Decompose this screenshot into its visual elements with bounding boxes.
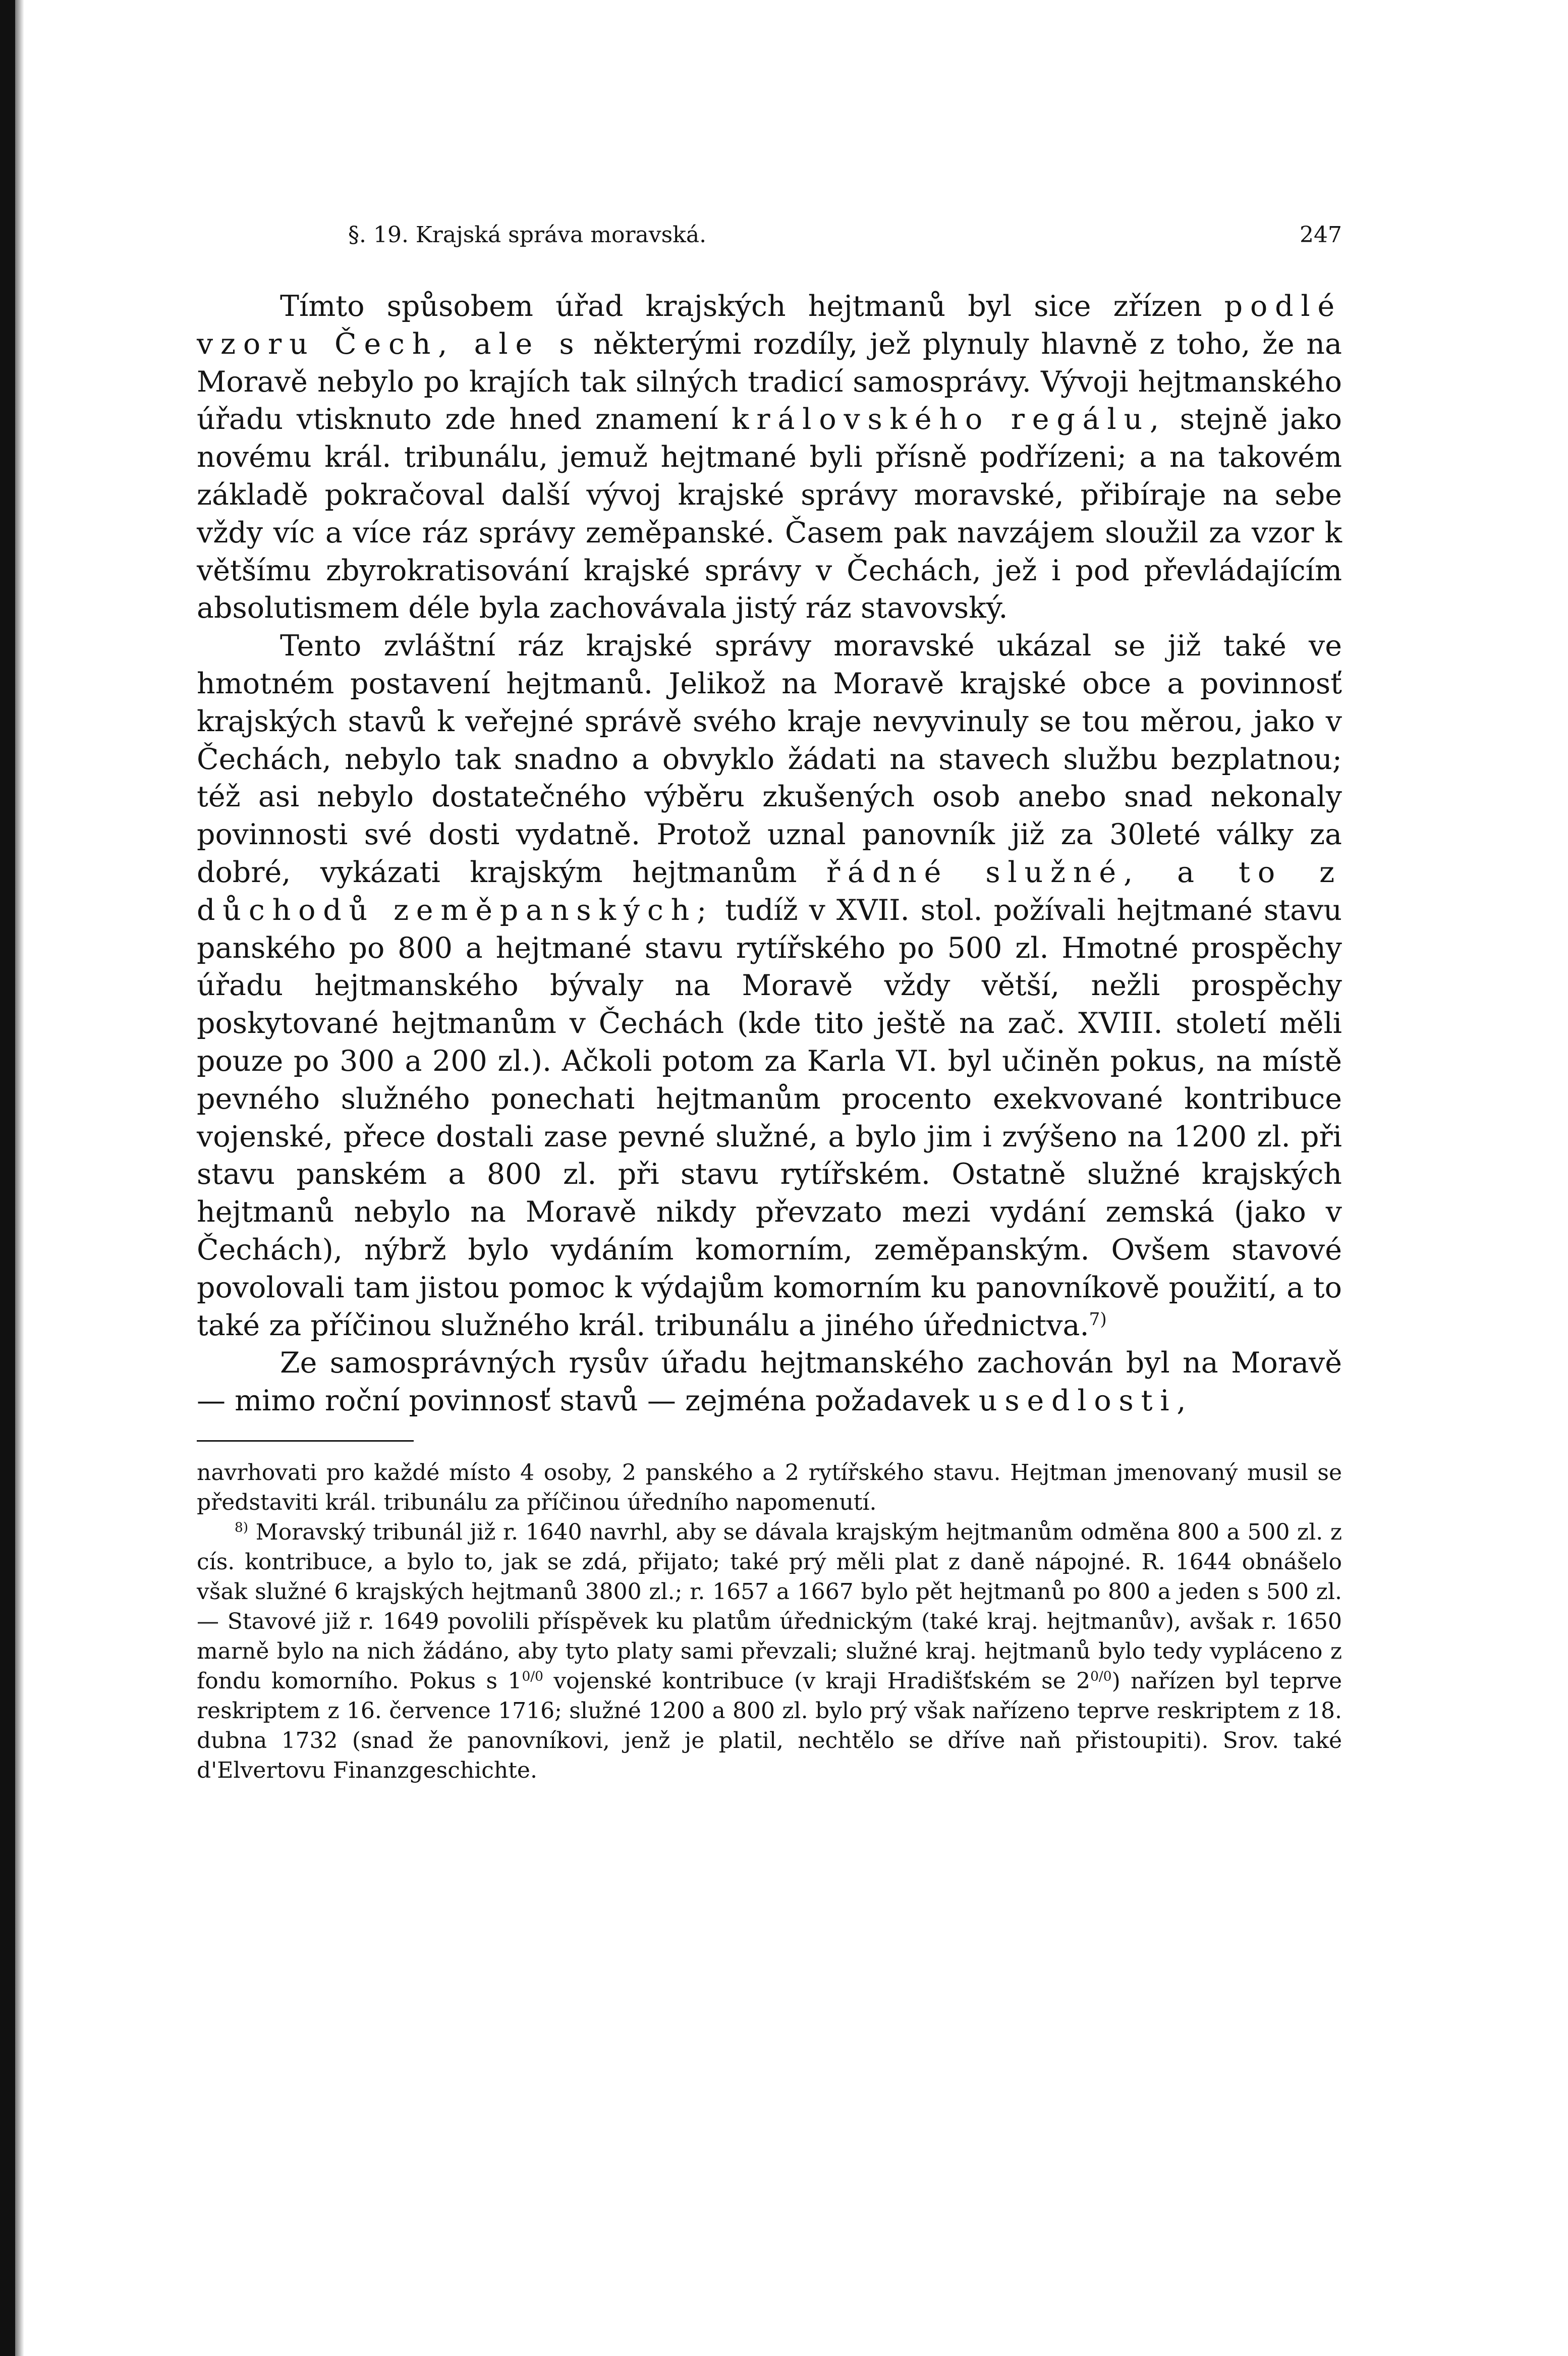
footnote-marker: 8) [235, 1519, 249, 1536]
scan-shadow [15, 0, 24, 2356]
paragraph-2: Tento zvláštní ráz krajské správy moravské ukázal se již také ve hmotném postavení hejtmanů. Jelikož na Moravě krajské obce a povinnosť krajských stavů k veřejné správě svého kraje nevyvinuly se tou měrou, jako v Čechách, nebylo tak snadno a obvyklo žádati na stavech službu bezplatnou; též asi nebylo dostatečného výběru zkušených osob anebo snad nekonaly povinnosti své dosti vydatně. Protož uznal panovník již za 30leté války za dobré, vykázati krajským hejtmanům řádné služné, a to z důchodů zeměpanských; tudíž v XVII. stol. požívali hejtmané stavu panského po 800 a hejtmané stavu rytířského po 500 zl. Hmotné prospěchy úřadu hejtmanského bývaly na Moravě vždy větší, nežli prospěchy poskytované hejtmanům v Čechách (kde tito ještě na zač. XVIII. století měli pouze po 300 a 200 zl.). Ačkoli potom za Karla VI. byl učiněn pokus, na místě pevného služného ponechati hejtmanům procento exekvované kontribuce vojenské, přece dostali zase pevné služné, a bylo jim i zvýšeno na 1200 zl. při stavu panském a 800 zl. při stavu rytířském. Ostatně služné krajských hejtmanů nebylo na Moravě nikdy převzato mezi vydání zemská (jako v Čechách), nýbrž bylo vydáním komorním, zeměpanským. Ovšem stavové povolovali tam jistou pomoc k výdajům komorním ku panovníkově použití, a to také za příčinou služného král. tribunálu a jiného úřednictva.$^{7)}$ [197, 629, 1342, 1342]
footnote-8: $^{8)}$ Moravský tribunál již r. 1640 navrhl, aby se dávala krajským hejtmanům odměna 800 a 500 zl. z cís. kontribuce, a bylo to, jak se zdá, přijato; také prý měli plat z daně nápojné. R. 1644 obnášelo však služné 6 krajských hejtmanů 3800 zl.; r. 1657 a 1667 bylo pět hejtmanů po 800 a jeden s 500 zl. — Stavové již r. 1649 povolili příspěvek ku platům úřednickým (také kraj. hejtmanův), avšak r. 1650 marně bylo na nich žádáno, aby tyto platy sami převzali; služné kraj. hejtmanů bylo tedy vypláceno z fondu komorního. Pokus s $1^{0/0}$ vojenské kontribuce (v kraji Hradišťském se $2^{0/0}$) nařízen byl teprve reskriptem z 16. července 1716; služné 1200 a 800 zl. bylo prý však nařízeno teprve reskriptem z 18. dubna 1732 (snad že panovníkovi, jenž je platil, nechtělo se dříve naň přistoupiti). Srov. také d'Elvertovu Finanzgeschichte. [197, 1519, 1342, 1783]
spaced-emphasis: řádné služné, a to z důchodů zeměpanských; [197, 855, 1342, 927]
footnote-divider [197, 1440, 414, 1442]
paragraph-1: Tímto spůsobem úřad krajských hejtmanů byl sice zřízen podlé vzoru Čech, ale s některými rozdíly, jež plynuly hlavně z toho, že na Moravě nebylo po krajích tak silných tradicí samosprávy. Vývoji hejtmanského úřadu vtisknuto zde hned znamení královského regálu, stejně jako novému král. tribunálu, jemuž hejtmané byli přísně podřízeni; a na takovém základě pokračoval další vývoj krajské správy moravské, přibíraje na sebe vždy víc a více ráz správy zeměpanské. Časem pak navzájem sloužil za vzor k většímu zbyrokratisování krajské správy v Čechách, jež i pod převládajícím absolutismem déle byla zachovávala jistý ráz stavovský. [197, 290, 1342, 625]
footnote-reference: 7) [1089, 1309, 1107, 1330]
scan-border [0, 0, 15, 2356]
footnotes [197, 1458, 1342, 1785]
book-page [197, 217, 1342, 1785]
running-head [197, 217, 1342, 257]
section-title: §. 19. Krajská správa moravská. [348, 222, 707, 248]
footnote-continuation: navrhovati pro každé místo 4 osoby, 2 panského a 2 rytířského stavu. Hejtman jmenovaný musil se představiti král. tribunálu za příčinou úředního napomenutí. [197, 1459, 1342, 1515]
page-number: 247 [1300, 222, 1342, 248]
spaced-emphasis: královského regálu, [732, 403, 1166, 436]
main-text [197, 288, 1342, 1420]
paragraph-3: Ze samosprávných rysův úřadu hejtmanského zachován byl na Moravě — mimo roční povinnosť stavů — zejména požadavek usedlosti, [197, 1346, 1342, 1418]
spaced-emphasis: usedlosti, [978, 1384, 1194, 1418]
spaced-emphasis: podlé vzoru Čech, ale s [197, 290, 1342, 361]
